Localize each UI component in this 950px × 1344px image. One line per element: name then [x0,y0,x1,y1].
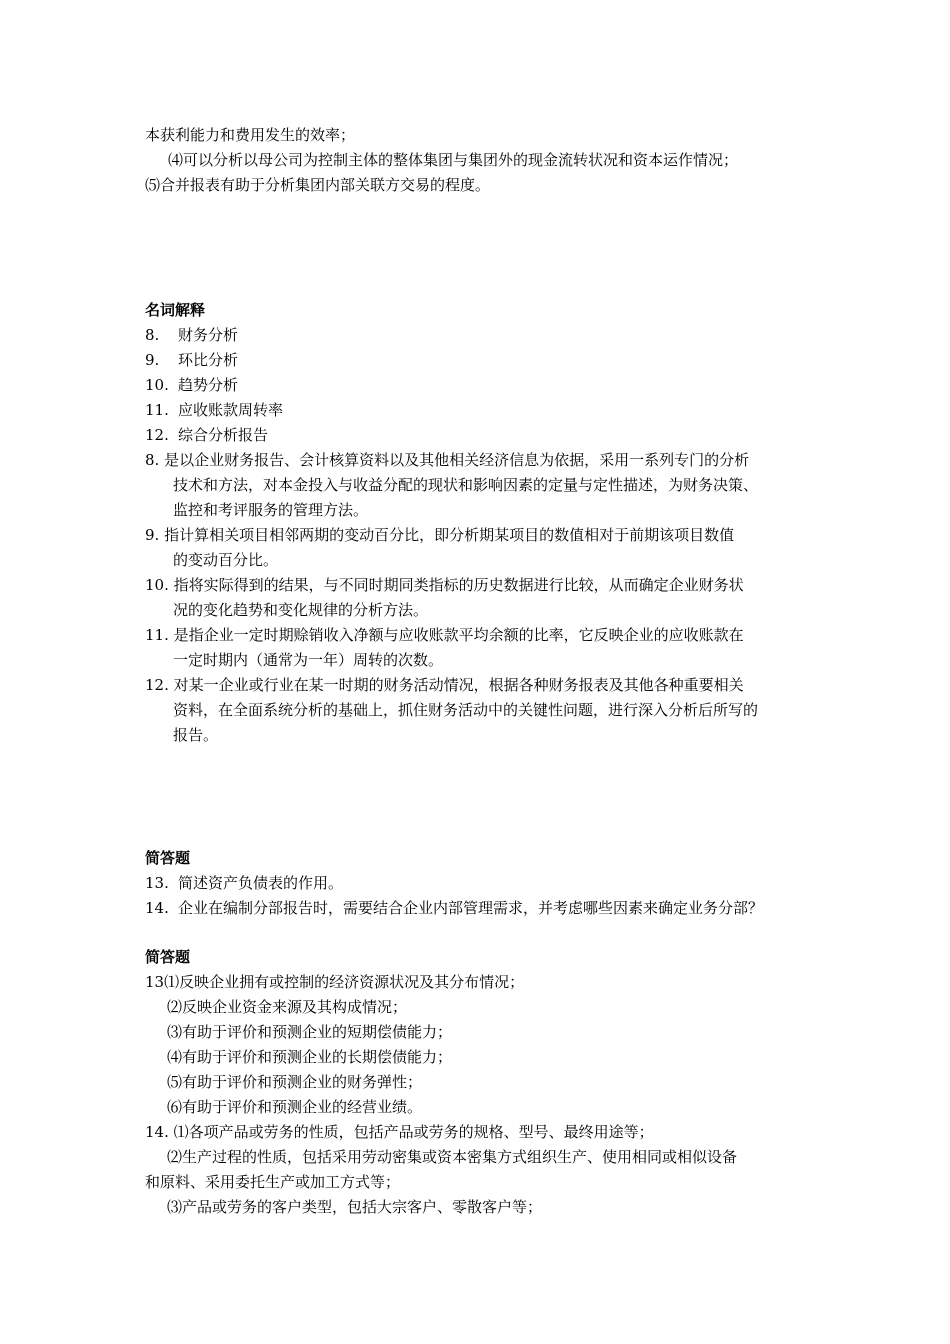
term-answer-9-line-1: 9. 指计算相关项目相邻两期的变动百分比，即分析期某项目的数值相对于前期该项目数值 [145,526,735,544]
answer-13-line-3: ⑶有助于评价和预测企业的短期偿债能力； [167,1023,453,1041]
answer-13-line-6: ⑹有助于评价和预测企业的经营业绩。 [167,1098,423,1116]
term-answer-12-line-3: 报告。 [173,726,219,744]
answer-14-line-4: ⑶产品或劳务的客户类型，包括大宗客户、零散客户等； [167,1198,543,1216]
term-answer-11-line-1: 11. 是指企业一定时期赊销收入净额与应收账款平均余额的比率，它反映企业的应收账款在 [145,626,744,644]
question-number: 9. [145,351,160,369]
short-answer-heading: 简答题 [145,948,191,966]
term-question-9 [145,350,238,370]
question-number: 14. [145,899,169,917]
term-answer-12-line-1: 12. 对某一企业或行业在某一时期的财务活动情况，根据各种财务报表及其他各种重要相关 [145,676,744,694]
term-question-12 [145,425,268,445]
question-text: 简述资产负债表的作用。 [178,874,344,892]
question-number: 10. [145,376,169,394]
question-number: 8. [145,326,160,344]
answer-14-line-1: 14. ⑴各项产品或劳务的性质，包括产品或劳务的规格、型号、最终用途等； [145,1123,654,1141]
short-question-heading: 简答题 [145,849,191,867]
question-number: 13. [145,874,169,892]
continuation-line-2: ⑷可以分析以母公司为控制主体的整体集团与集团外的现金流转状况和资本运作情况； [168,151,739,169]
term-answer-8-line-2: 技术和方法，对本金投入与收益分配的现状和影响因素的定量与定性描述，为财务决策、 [173,476,759,494]
question-number: 11. [145,401,169,419]
continuation-line-3: ⑸合并报表有助于分析集团内部关联方交易的程度。 [145,176,491,194]
short-question-14 [145,898,763,918]
question-text: 财务分析 [178,326,239,344]
terms-heading: 名词解释 [145,301,206,319]
term-answer-10-line-2: 况的变化趋势和变化规律的分析方法。 [173,601,429,619]
term-answer-11-line-2: 一定时期内（通常为一年）周转的次数。 [173,651,444,669]
term-question-8 [145,325,238,345]
continuation-line-1: 本获利能力和费用发生的效率； [145,126,356,144]
term-question-11 [145,400,283,420]
question-text: 趋势分析 [178,376,239,394]
term-answer-9-line-2: 的变动百分比。 [173,551,279,569]
answer-14-line-2: ⑵生产过程的性质，包括采用劳动密集或资本密集方式组织生产、使用相同或相似设备 [167,1148,738,1166]
answer-13-line-4: ⑷有助于评价和预测企业的长期偿债能力； [167,1048,453,1066]
term-answer-10-line-1: 10. 指将实际得到的结果，与不同时期同类指标的历史数据进行比较，从而确定企业财务状 [145,576,744,594]
question-text: 企业在编制分部报告时，需要结合企业内部管理需求，并考虑哪些因素来确定业务分部？ [178,899,764,917]
answer-14-line-3: 和原料、采用委托生产或加工方式等； [145,1173,401,1191]
answer-13-line-2: ⑵反映企业资金来源及其构成情况； [167,998,408,1016]
question-text: 环比分析 [178,351,239,369]
question-text: 应收账款周转率 [178,401,284,419]
short-question-13 [145,873,343,893]
term-question-10 [145,375,238,395]
question-text: 综合分析报告 [178,426,269,444]
question-number: 12. [145,426,169,444]
answer-13-line-1: 13⑴反映企业拥有或控制的经济资源状况及其分布情况； [145,973,525,991]
term-answer-12-line-2: 资料，在全面系统分析的基础上，抓住财务活动中的关键性问题，进行深入分析后所写的 [173,701,759,719]
answer-13-line-5: ⑸有助于评价和预测企业的财务弹性； [167,1073,423,1091]
term-answer-8-line-3: 监控和考评服务的管理方法。 [173,501,369,519]
term-answer-8-line-1: 8. 是以企业财务报告、会计核算资料以及其他相关经济信息为依据，采用一系列专门的分析 [145,451,750,469]
